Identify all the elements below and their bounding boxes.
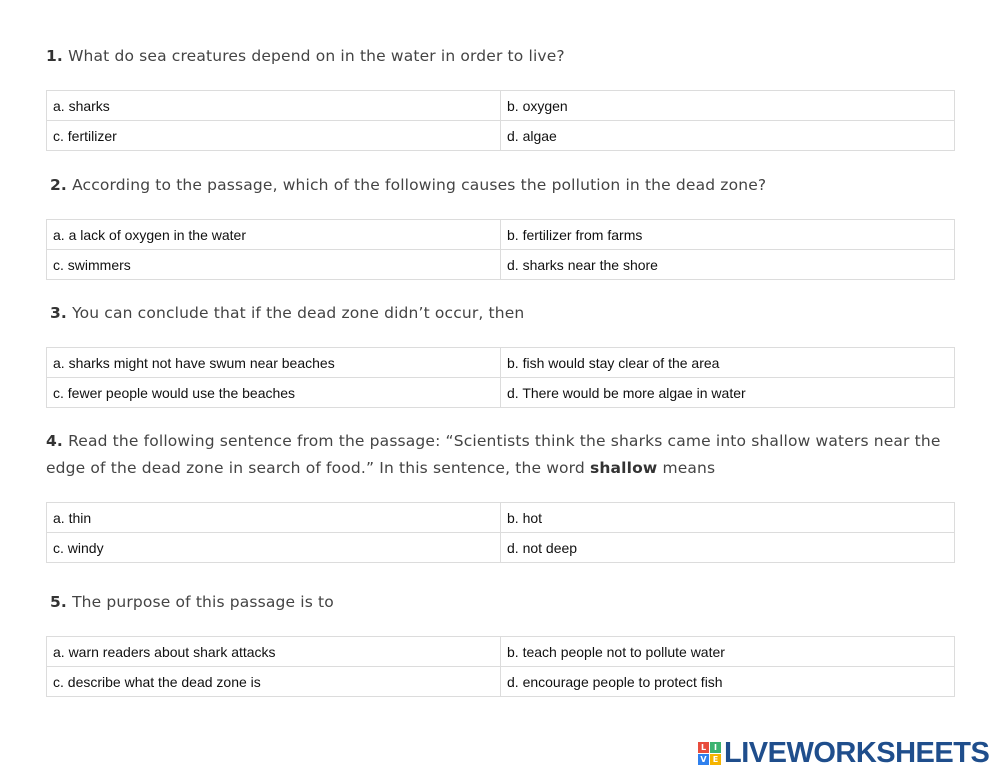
answer-options-1 (46, 90, 955, 151)
option-b[interactable]: b. fertilizer from farms (501, 220, 955, 250)
option-a[interactable]: a. sharks might not have swum near beaches (47, 348, 501, 378)
logo-tile: I (710, 742, 721, 753)
logo-wordmark: LIVEWORKSHEETS (724, 737, 990, 769)
question-4 (46, 428, 956, 482)
option-c[interactable]: c. fewer people would use the beaches (47, 378, 501, 408)
question-number: 3. (50, 304, 67, 322)
question-3 (50, 300, 960, 327)
logo-tiles-icon (698, 742, 721, 765)
logo-tile: V (698, 754, 709, 765)
option-a[interactable]: a. sharks (47, 91, 501, 121)
question-number: 5. (50, 593, 67, 611)
option-a[interactable]: a. thin (47, 503, 501, 533)
option-c[interactable]: c. describe what the dead zone is (47, 667, 501, 697)
question-number: 1. (46, 47, 63, 65)
answer-options-3 (46, 347, 955, 408)
question-2 (50, 172, 960, 199)
option-b[interactable]: b. teach people not to pollute water (501, 637, 955, 667)
logo-tile: L (698, 742, 709, 753)
option-c[interactable]: c. windy (47, 533, 501, 563)
option-b[interactable]: b. fish would stay clear of the area (501, 348, 955, 378)
option-b[interactable]: b. oxygen (501, 91, 955, 121)
logo-tile: E (710, 754, 721, 765)
option-b[interactable]: b. hot (501, 503, 955, 533)
question-text: The purpose of this passage is to (72, 593, 334, 611)
option-d[interactable]: d. sharks near the shore (501, 250, 955, 280)
question-1 (46, 43, 956, 70)
answer-options-4 (46, 502, 955, 563)
option-d[interactable]: d. There would be more algae in water (501, 378, 955, 408)
question-text-end: means (662, 459, 716, 477)
option-c[interactable]: c. fertilizer (47, 121, 501, 151)
answer-options-5 (46, 636, 955, 697)
answer-options-2 (46, 219, 955, 280)
option-a[interactable]: a. warn readers about shark attacks (47, 637, 501, 667)
key-word: shallow (590, 459, 658, 477)
option-d[interactable]: d. encourage people to protect fish (501, 667, 955, 697)
question-number: 2. (50, 176, 67, 194)
option-c[interactable]: c. swimmers (47, 250, 501, 280)
question-text: Read the following sentence from the passage: “Scientists think the sharks came into shallow waters near the edge of the dead zone in search of food.” In this sentence, the word (46, 432, 941, 477)
question-text: What do sea creatures depend on in the water in order to live? (68, 47, 565, 65)
question-5 (50, 589, 960, 616)
option-d[interactable]: d. algae (501, 121, 955, 151)
option-d[interactable]: d. not deep (501, 533, 955, 563)
question-text: According to the passage, which of the following causes the pollution in the dead zone? (72, 176, 767, 194)
question-number: 4. (46, 432, 63, 450)
question-text: You can conclude that if the dead zone didn’t occur, then (72, 304, 525, 322)
option-a[interactable]: a. a lack of oxygen in the water (47, 220, 501, 250)
liveworksheets-logo (698, 737, 989, 769)
